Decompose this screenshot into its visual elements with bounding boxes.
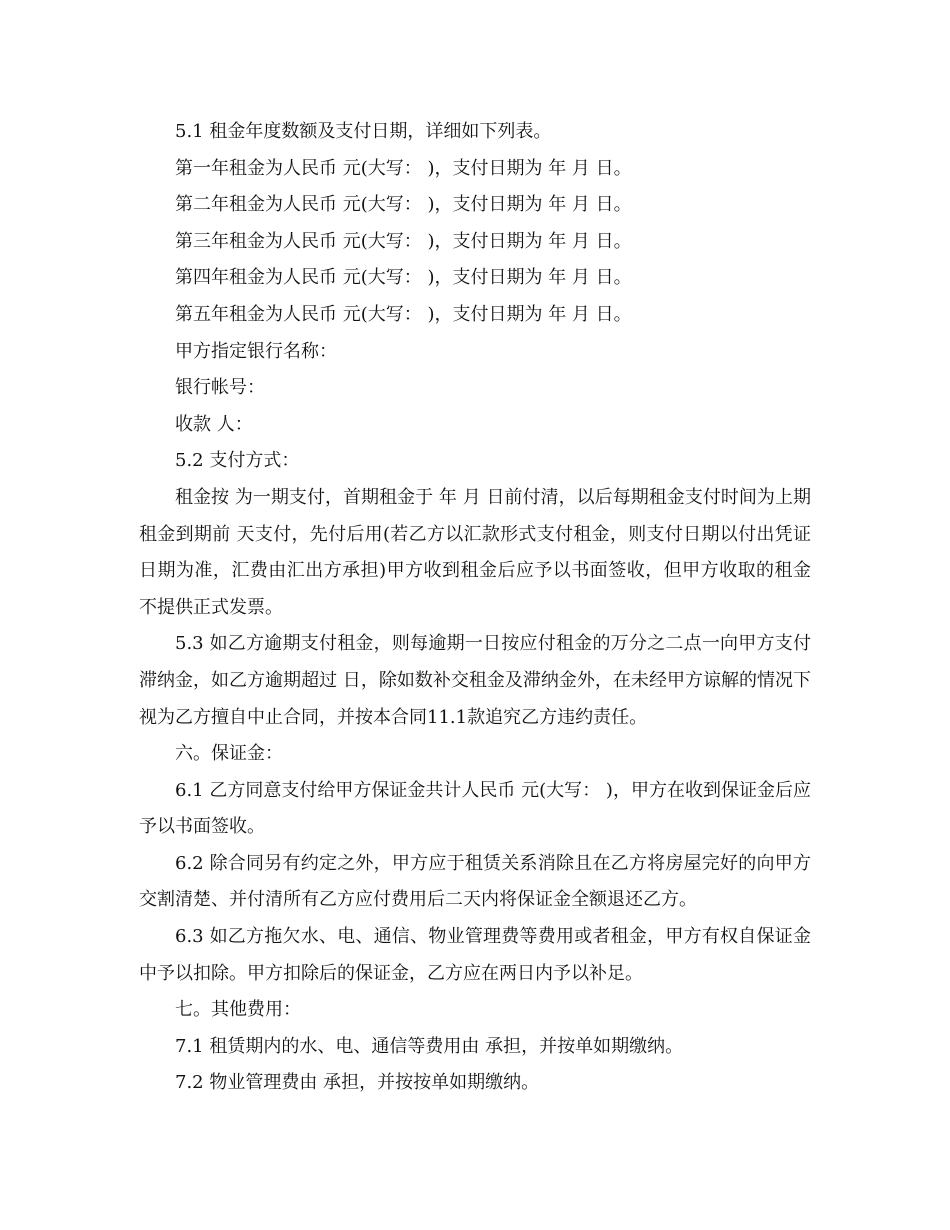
rent-year-1: 第一年租金为人民币 元(大写： )，支付日期为 年 月 日。 xyxy=(175,157,632,179)
clause-5-1-heading: 5.1 租金年度数额及支付日期，详细如下列表。 xyxy=(175,121,552,142)
payee-line: 收款 人： xyxy=(175,413,253,435)
clause-6-2: 6.2 除合同另有约定之外，甲方应于租赁关系消除且在乙方将房屋完好的向甲方交割清楚、并付清所有乙方应付费用后二天内将保证金全额退还乙方。 xyxy=(139,852,811,911)
clause-6-3: 6.3 如乙方拖欠水、电、通信、物业管理费等费用或者租金，甲方有权自保证金中予以扣除。甲方扣除后的保证金，乙方应在两日内予以补足。 xyxy=(139,926,811,984)
bank-account-line: 银行帐号： xyxy=(175,377,265,399)
bank-name-line: 甲方指定银行名称： xyxy=(175,340,337,362)
clause-6-1: 6.1 乙方同意支付给甲方保证金共计人民币 元(大写： )，甲方在收到保证金后应予以书面签收。 xyxy=(139,779,811,838)
section-6-heading: 六。保证金： xyxy=(175,743,283,765)
rent-year-4: 第四年租金为人民币 元(大写： )，支付日期为 年 月 日。 xyxy=(175,267,632,289)
clause-7-1: 7.1 租赁期内的水、电、通信等费用由 承担，并按单如期缴纳。 xyxy=(175,1035,684,1057)
section-7-heading: 七。其他费用： xyxy=(175,999,301,1021)
rent-year-5: 第五年租金为人民币 元(大写： )，支付日期为 年 月 日。 xyxy=(175,303,632,325)
clause-7-2: 7.2 物业管理费由 承担，并按按单如期缴纳。 xyxy=(175,1072,540,1094)
clause-5-2-body: 租金按 为一期支付，首期租金于 年 月 日前付清，以后每期租金支付时间为上期租金到期前 天支付，先付后用(若乙方以汇款形式支付租金，则支付日期以付出凭证日期为准，汇费由汇出方承担)甲方收到租金后应予以书面签收，但甲方收取的租金不提供正式发票。 xyxy=(139,486,811,618)
clause-5-3: 5.3 如乙方逾期支付租金，则每逾期一日按应付租金的万分之二点一向甲方支付滞纳金，如乙方逾期超过 日，除如数补交租金及滞纳金外，在未经甲方谅解的情况下视为乙方擅自中止合同，并按本合同11.1款追究乙方违约责任。 xyxy=(139,633,811,728)
rent-year-3: 第三年租金为人民币 元(大写： )，支付日期为 年 月 日。 xyxy=(175,230,632,252)
rent-year-2: 第二年租金为人民币 元(大写： )，支付日期为 年 月 日。 xyxy=(175,194,632,216)
document-body xyxy=(139,114,811,1102)
clause-5-2-heading: 5.2 支付方式： xyxy=(175,450,300,472)
